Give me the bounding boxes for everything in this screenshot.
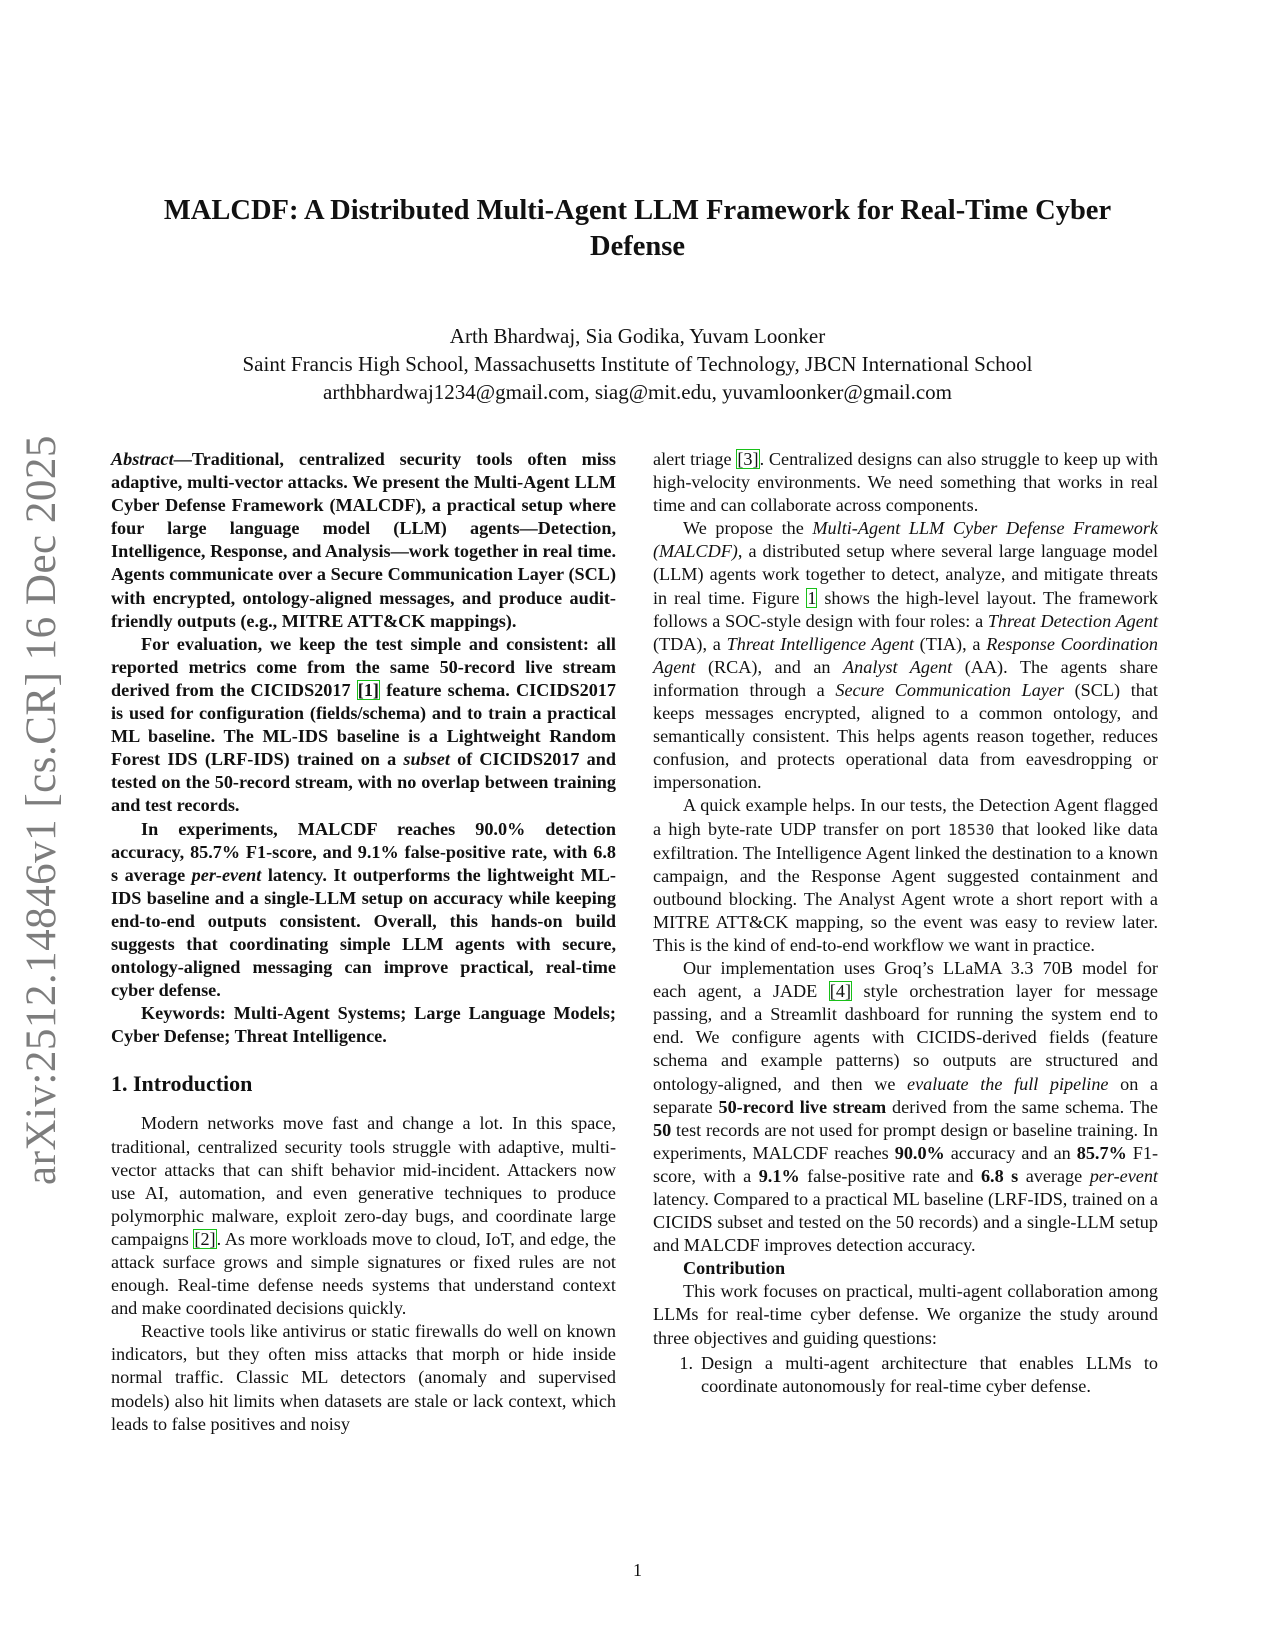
figure-link[interactable]: 1 bbox=[807, 587, 817, 608]
list-item-number: 1. bbox=[679, 1352, 693, 1373]
citation-link[interactable]: [4] bbox=[829, 981, 852, 1002]
author-affiliations: Saint Francis High School, Massachusetts Institute of Technology, JBCN International School bbox=[242, 352, 1033, 376]
abstract-text: latency. It outperforms the lightweight ML-IDS baseline and a single-LLM setup on accuracy while keeping end-to-end outputs consistent. Overall, this hands-on build suggests that coordinating simple LLM agents with secure, ontology-aligned messaging can improve practical, real-time cyber defense. bbox=[111, 864, 616, 1001]
emphasis: Multi-Agent LLM Cyber Defense Framework (MALCDF) bbox=[653, 518, 1158, 562]
body-text: (RCA), and an bbox=[695, 656, 844, 677]
citation-link[interactable]: [2] bbox=[194, 1228, 216, 1249]
body-text: accuracy and an bbox=[944, 1142, 1077, 1163]
body-text: , a distributed setup where several large language model (LLM) agents work together to detect, analyze, and mitigate threats in real time. Figure bbox=[653, 541, 1158, 608]
strong-text: 50-record live stream bbox=[718, 1096, 887, 1117]
port-number: 18530 bbox=[947, 820, 995, 839]
author-block bbox=[120, 322, 1155, 406]
author-names: Arth Bhardwaj, Sia Godika, Yuvam Loonker bbox=[449, 324, 826, 348]
body-paragraph-contribution: This work focuses on practical, multi-agent collaboration among LLMs for real-time cyber defense. We organize the study around three objectives and guiding questions: bbox=[653, 1281, 1158, 1348]
author-emails: arthbhardwaj1234@gmail.com, siag@mit.edu, yuvamloonker@gmail.com bbox=[323, 380, 952, 404]
body-text: . As more workloads move to cloud, IoT, and edge, the attack surface grows and simple signatures or fixed rules are not enough. Real-time defense needs systems that understand context and make coordinated decisions quickly. bbox=[111, 1228, 617, 1319]
body-text: that looked like data exfiltration. The Intelligence Agent linked the destination to a known campaign, and the Response Agent suggested containment and outbound blocking. The Analyst Agent wrote a short report with a MITRE ATT&CK mapping, so the event was easy to review later. This is the kind of end-to-end workflow we want in practice. bbox=[653, 818, 1158, 955]
citation-link[interactable]: [1] bbox=[357, 679, 379, 700]
abstract-text: —Traditional, centralized security tools often miss adaptive, multi-vector attacks. We present the Multi-Agent LLM Cyber Defense Framework (MALCDF), a practical setup where four large language model (LLM) agents—Detection, Intelligence, Response, and Analysis—work together in real time. Agents communicate over a Secure Communication Layer (SCL) with encrypted, ontology-aligned messages, and produce audit-friendly outputs (e.g., MITRE ATT&CK mappings). bbox=[111, 449, 616, 631]
emphasis: per-event bbox=[191, 864, 262, 885]
body-text: shows the high-level layout. The framework follows a SOC-style design with four roles: a bbox=[653, 587, 1159, 631]
abstract-text: For evaluation, we keep the test simple and consistent: all reported metrics come from the same 50-record live stream derived from the CICIDS2017 bbox=[111, 633, 616, 700]
body-text: (TDA), a bbox=[653, 633, 727, 654]
paper-title: MALCDF: A Distributed Multi-Agent LLM Framework for Real-Time Cyber Defense bbox=[163, 195, 1112, 262]
strong-text: 9.1% bbox=[758, 1165, 800, 1186]
strong-text: 50 bbox=[653, 1119, 672, 1140]
body-text: derived from the same schema. The bbox=[886, 1096, 1158, 1117]
body-text: (SCL) that keeps messages encrypted, aligned to a common ontology, and semantically consistent. This helps agents reason together, reduces confusion, and protects operational data from eavesdropping or impersonation. bbox=[653, 679, 1158, 793]
body-text: on a separate bbox=[653, 1073, 1158, 1117]
body-paragraph-continued bbox=[653, 448, 1158, 517]
section-heading-introduction: 1. Introduction bbox=[111, 1071, 253, 1097]
abstract-text: of CICIDS2017 and tested on the 50-record stream, with no overlap between training and test records. bbox=[111, 749, 616, 816]
body-text: (TIA), a bbox=[913, 633, 987, 654]
right-column bbox=[653, 448, 1158, 1398]
body-text: (AA). The agents share information through a bbox=[653, 656, 1158, 700]
abstract bbox=[111, 448, 616, 1048]
body-text: average bbox=[1018, 1165, 1090, 1186]
abstract-paragraph-1 bbox=[111, 448, 616, 633]
citation-link[interactable]: [3] bbox=[737, 449, 759, 469]
body-text: Our implementation uses Groq’s LLaMA 3.3 70B model for each agent, a JADE bbox=[653, 958, 1158, 1002]
strong-text: 85.7% bbox=[1076, 1142, 1127, 1163]
intro-paragraph-1 bbox=[111, 1112, 616, 1320]
strong-text: 90.0% bbox=[894, 1142, 945, 1163]
abstract-text: In experiments, MALCDF reaches 90.0% detection accuracy, 85.7% F1-score, and 9.1% false-positive rate, with 6.8 s average bbox=[111, 818, 616, 885]
list-item-text: Design a multi-agent architecture that enables LLMs to coordinate autonomously for real-time cyber defense. bbox=[701, 1352, 1158, 1396]
body-text: . Centralized designs can also struggle to keep up with high-velocity environments. We need something that works in real time and can collaborate across components. bbox=[653, 449, 1158, 516]
abstract-text: feature schema. CICIDS2017 is used for configuration (fields/schema) and to train a practical ML baseline. The ML-IDS baseline is a Lightweight Random Forest IDS (LRF-IDS) trained on a bbox=[111, 679, 616, 770]
abstract-paragraph-3 bbox=[111, 818, 616, 1003]
subheading-contribution: Contribution bbox=[683, 1258, 786, 1279]
emphasis: Analyst Agent bbox=[843, 656, 953, 677]
emphasis: Threat Detection Agent bbox=[987, 610, 1158, 631]
intro-paragraph-2: Reactive tools like antivirus or static firewalls do well on known indicators, but they often miss attacks that morph or hide inside normal traffic. Classic ML detectors (anomaly and supervised models) also hit limits when datasets are stale or lack context, which leads to false positives and noisy bbox=[111, 1321, 616, 1434]
emphasis: Secure Communication Layer bbox=[835, 679, 1065, 700]
page-number: 1 bbox=[633, 1560, 642, 1580]
body-paragraph-proposal bbox=[653, 517, 1158, 794]
emphasis: subset bbox=[403, 749, 450, 770]
abstract-label: Abstract bbox=[111, 449, 174, 469]
body-text: test records are not used for prompt design or baseline training. In experiments, MALCDF reaches bbox=[653, 1119, 1158, 1163]
body-text: F1-score, with a bbox=[653, 1142, 1159, 1186]
body-text: style orchestration layer for message passing, and a Streamlit dashboard for running the system end to end. We configure agents with CICIDS-derived fields (feature schema and example patterns) so outputs are structured and ontology-aligned, and then we bbox=[653, 981, 1158, 1094]
arxiv-identifier: arXiv:2512.14846v1 [cs.CR] 16 Dec 2025 bbox=[18, 435, 65, 1185]
body-text: Modern networks move fast and change a lot. In this space, traditional, centralized security tools struggle with adaptive, multi-vector attacks that can shift behavior mid-incident. Attackers now use AI, automation, and even generative techniques to produce polymorphic malware, exploit zero-day bugs, and coordinate large campaigns bbox=[111, 1113, 616, 1249]
emphasis: evaluate the full pipeline bbox=[907, 1073, 1109, 1094]
body-text: false-positive rate and bbox=[799, 1165, 981, 1186]
body-text: alert triage bbox=[653, 449, 737, 469]
list-item bbox=[653, 1352, 1158, 1398]
body-text: A quick example helps. In our tests, the Detection Agent flagged a high byte-rate UDP transfer on port bbox=[653, 795, 1158, 839]
body-text: We propose the bbox=[683, 518, 813, 539]
body-paragraph-example bbox=[653, 794, 1158, 957]
body-paragraph-implementation bbox=[653, 957, 1158, 1257]
emphasis: Response Coordination Agent bbox=[653, 633, 1158, 677]
strong-text: 6.8 s bbox=[980, 1165, 1019, 1186]
body-text: latency. Compared to a practical ML baseline (LRF-IDS, trained on a CICIDS subset and tested on the 50 records) and a single-LLM setup and MALCDF improves detection accuracy. bbox=[653, 1189, 1158, 1256]
emphasis: Threat Intelligence Agent bbox=[726, 633, 914, 654]
keywords: Keywords: Multi-Agent Systems; Large Language Models; Cyber Defense; Threat Intelligence. bbox=[111, 1003, 616, 1047]
abstract-paragraph-2 bbox=[111, 633, 616, 818]
emphasis: per-event bbox=[1089, 1165, 1158, 1186]
left-column bbox=[111, 448, 616, 1436]
